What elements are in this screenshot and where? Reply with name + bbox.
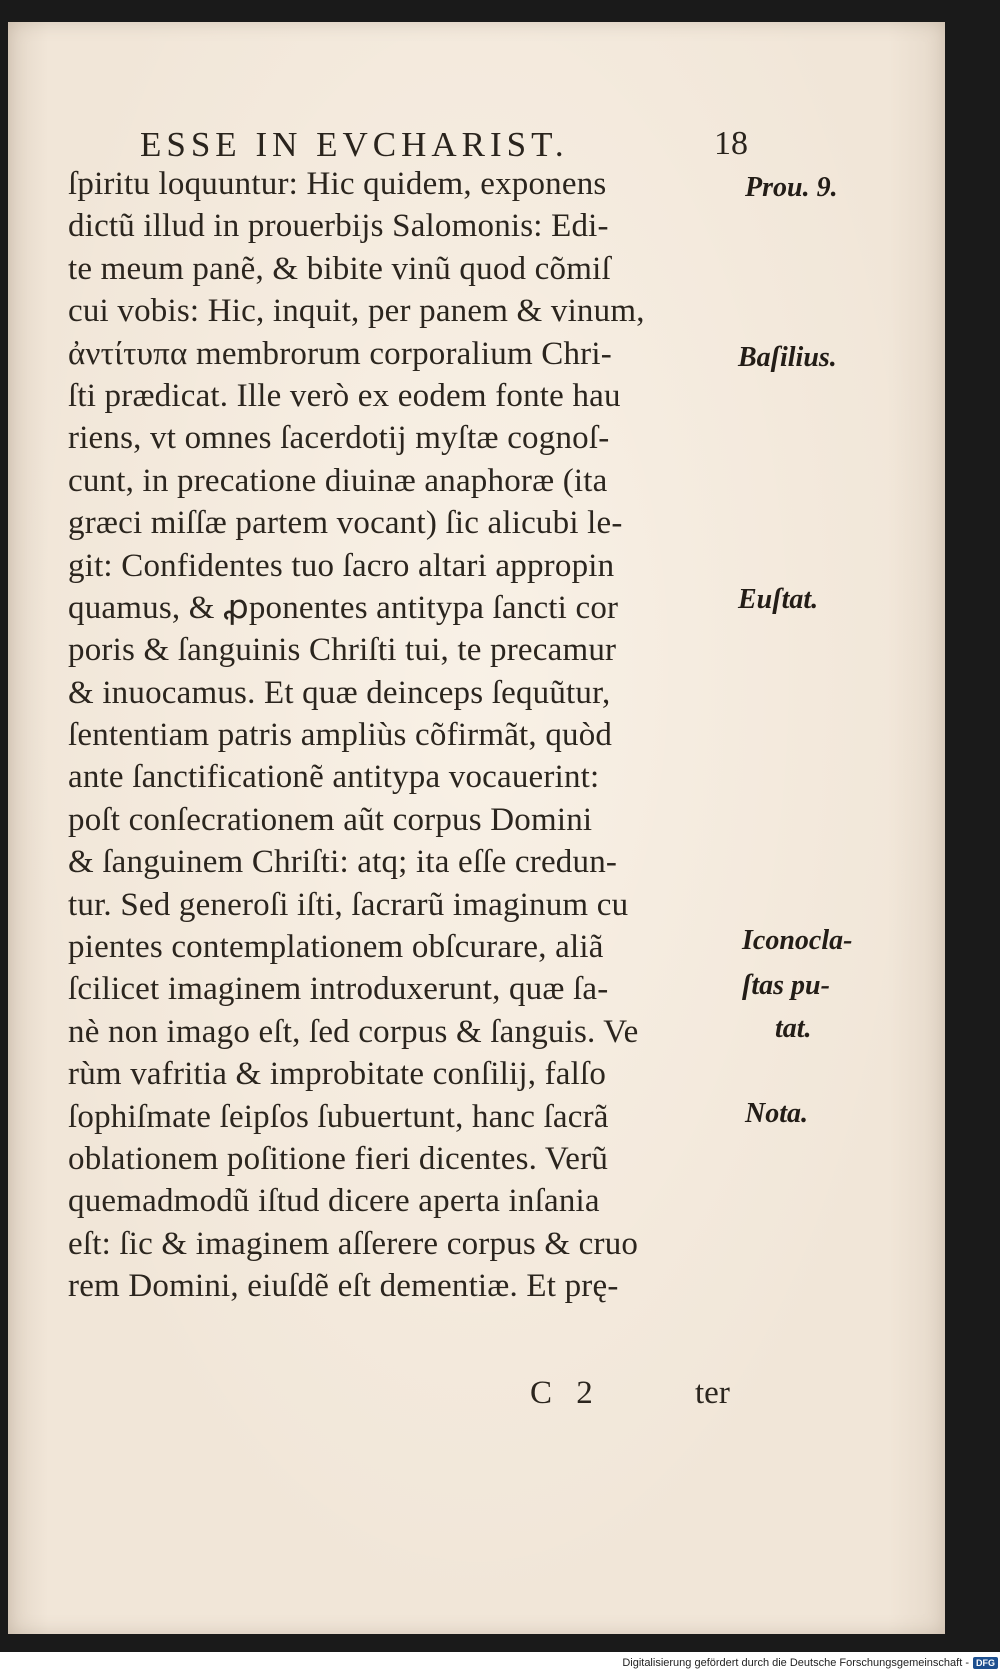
text-line: te meum panẽ, & bibite vinũ quod cõmiſ xyxy=(68,250,611,287)
margin-note-tat: tat. xyxy=(775,1013,812,1044)
text-line: poſt conſecrationem aũt corpus Domini xyxy=(68,801,593,838)
margin-note-basilius: Baſilius. xyxy=(738,342,837,373)
funding-text: Digitalisierung gefördert durch die Deutsche Forschungsgemeinschaft - xyxy=(622,1657,969,1669)
signature-mark: C 2 xyxy=(530,1375,601,1411)
text-line: quamus, & ꝓponentes antitypa ſancti cor xyxy=(68,589,619,626)
text-line: ſophiſmate ſeipſos ſubuertunt, hanc ſacrã xyxy=(68,1098,609,1135)
text-line: græci miſſæ partem vocant) ſic alicubi le- xyxy=(68,505,623,542)
text-line: rem Domini, eiuſdẽ eſt dementiæ. Et prę- xyxy=(68,1268,619,1305)
text-line: & ſanguinem Chriſti: atq; ita eſſe credun- xyxy=(68,844,618,881)
text-line: ſti prædicat. Ille verò ex eodem fonte hau xyxy=(68,377,621,414)
text-line: oblationem poſitione fieri dicentes. Verũ xyxy=(68,1140,609,1177)
text-line: ante ſanctificationẽ antitypa vocauerint: xyxy=(68,759,600,796)
dfg-logo: DFG xyxy=(973,1657,998,1669)
text-line: poris & ſanguinis Chriſti tui, te precamur xyxy=(68,632,617,669)
catchword: ter xyxy=(695,1375,730,1411)
page-header xyxy=(140,125,748,165)
funding-credit xyxy=(600,1654,998,1672)
text-line: quemadmodũ iſtud dicere aperta inſania xyxy=(68,1183,600,1220)
text-line: rùm vafritia & improbitate conſilij, falſo xyxy=(68,1056,607,1093)
text-line: eſt: ſic & imaginem aſſerere corpus & cruo xyxy=(68,1225,639,1262)
folio-number: 18 xyxy=(714,125,748,162)
text-line: tur. Sed generoſi iſti, ſacrarũ imaginum cu xyxy=(68,886,629,923)
text-line: git: Confidentes tuo ſacro altari appropin xyxy=(68,547,615,584)
margin-note-prou: Prou. 9. xyxy=(745,172,838,203)
text-line: ſpiritu loquuntur: Hic quidem, exponens xyxy=(68,166,607,202)
running-title: ESSE IN EVCHARIST. xyxy=(140,125,569,164)
text-line: ſcilicet imaginem introduxerunt, quæ ſa- xyxy=(68,971,609,1008)
text-line: ſententiam patris ampliùs cõfirmãt, quòd xyxy=(68,717,613,754)
text-line: pientes contemplationem obſcurare, aliã xyxy=(68,929,604,966)
margin-note-iconocla: Iconocla- xyxy=(742,925,853,956)
margin-note-stas-pu: ſtas pu- xyxy=(742,970,830,1001)
text-line: & inuocamus. Et quæ deinceps ſequũtur, xyxy=(68,674,611,711)
margin-note-nota: Nota. xyxy=(745,1098,808,1129)
text-line: riens, vt omnes ſacerdotij myſtæ cognoſ- xyxy=(68,420,610,457)
text-line: cunt, in precatione diuinæ anaphoræ (ita xyxy=(68,462,608,499)
text-line: dictũ illud in prouerbijs Salomonis: Edi- xyxy=(68,208,609,245)
text-line: cui vobis: Hic, inquit, per panem & vinum, xyxy=(68,293,645,330)
margin-note-eustat: Euſtat. xyxy=(738,584,819,615)
text-line: ἀντίτυπα membrorum corporalium Chri- xyxy=(68,335,612,372)
body-text xyxy=(68,163,768,1308)
text-line: nè non imago eſt, ſed corpus & ſanguis. Ve xyxy=(68,1013,639,1050)
